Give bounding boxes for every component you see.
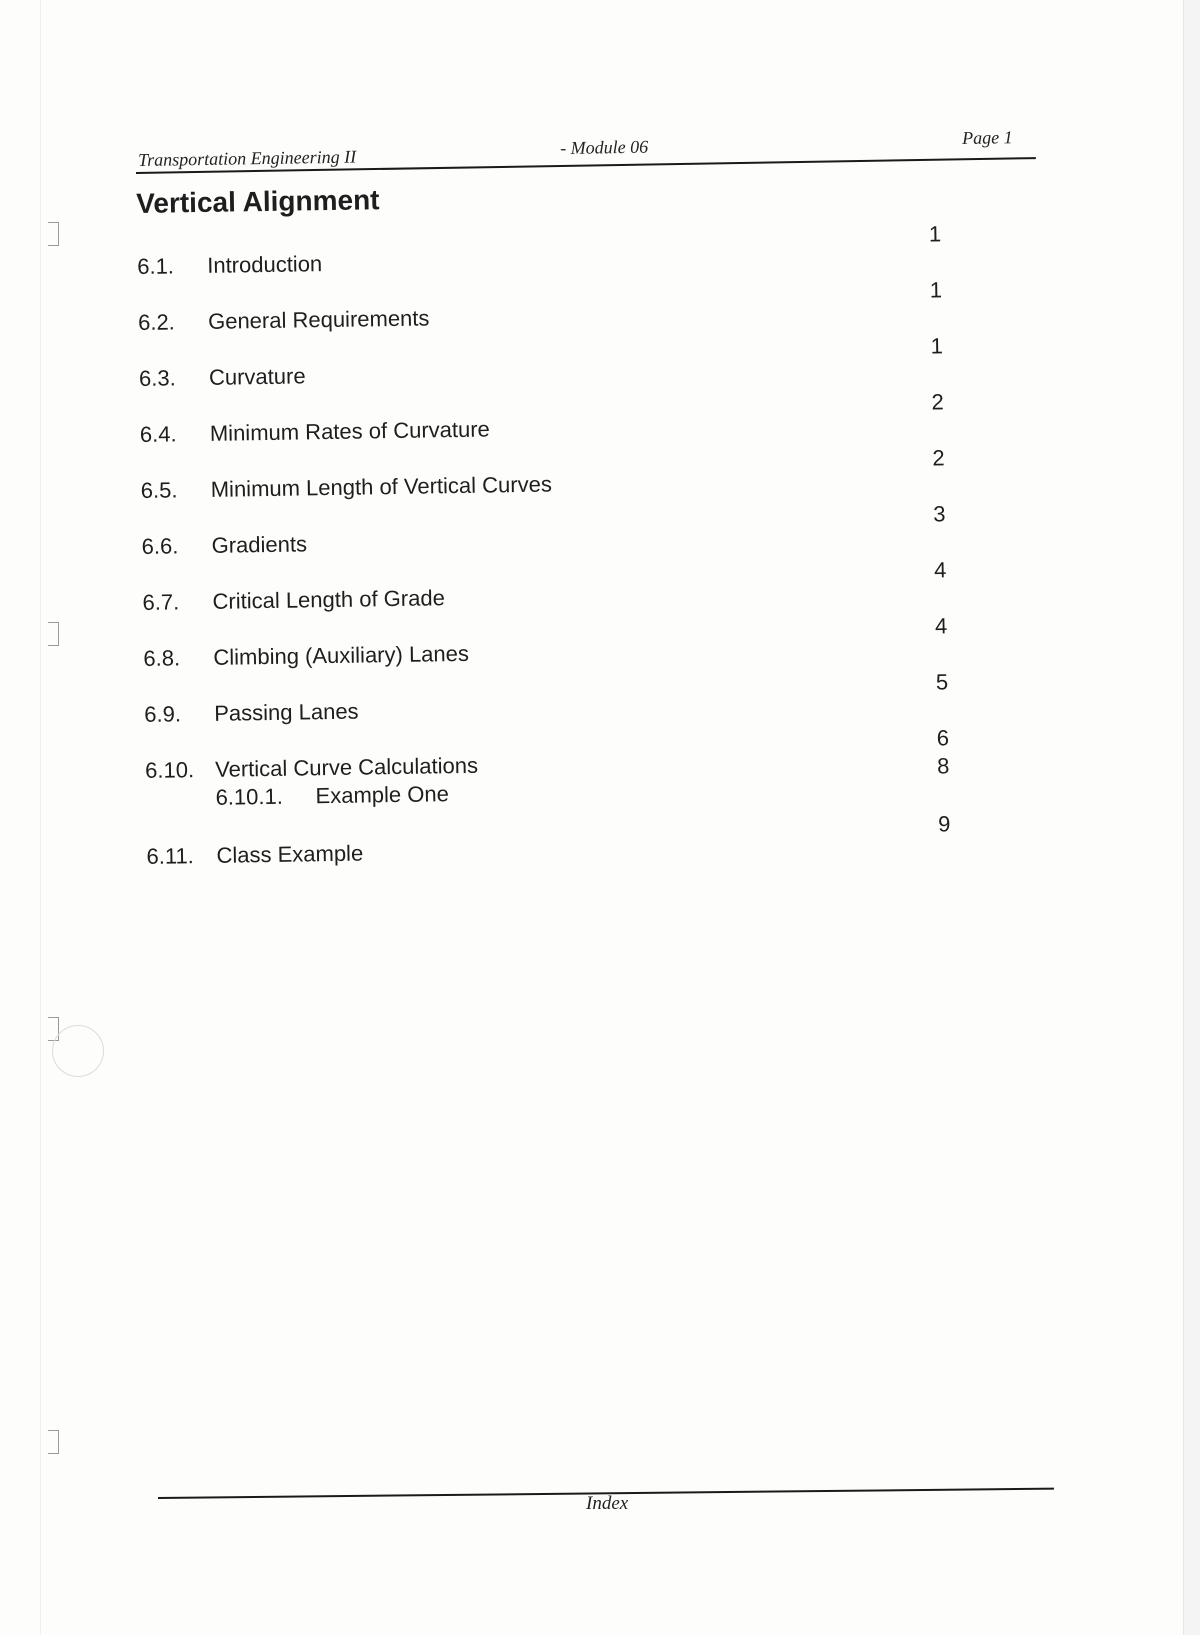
toc-entry-page: 3 <box>933 501 946 527</box>
toc-entry-label: Introduction <box>207 251 323 278</box>
toc-entry-label: Climbing (Auxiliary) Lanes <box>213 640 470 670</box>
table-of-contents <box>136 175 977 900</box>
header-course-title: Transportation Engineering II <box>138 146 357 170</box>
toc-entry-number: 6.4. <box>139 421 177 447</box>
page-title: Vertical Alignment <box>136 184 380 219</box>
footer-label: Index <box>586 1493 629 1514</box>
binder-hole-mark <box>48 622 59 646</box>
toc-entry-label: Critical Length of Grade <box>212 585 446 614</box>
toc-entry-page: 4 <box>934 613 948 639</box>
toc-entry <box>144 725 976 844</box>
toc-subentry-label: Example One <box>315 781 450 809</box>
toc-entry-page: 1 <box>929 277 943 303</box>
toc-entry-page: 6 <box>936 725 950 751</box>
scan-artifact-ring <box>52 1025 104 1077</box>
toc-entry-number: 6.11. <box>146 843 195 869</box>
toc-entry-page: 2 <box>931 389 944 415</box>
toc-entry-page: 4 <box>933 557 947 583</box>
toc-entry-page: 5 <box>935 669 949 695</box>
toc-subentry-page: 8 <box>936 753 950 779</box>
toc-entry-number: 6.2. <box>137 309 176 335</box>
toc-subentry-number: 6.10.1. <box>215 783 284 810</box>
page-left-edge <box>0 0 41 1635</box>
toc-entry-page: 9 <box>937 811 951 837</box>
toc-entry-label: Class Example <box>216 840 364 868</box>
toc-entry-page: 1 <box>930 333 944 359</box>
toc-entry-number: 6.7. <box>142 589 180 615</box>
toc-entry-number: 6.5. <box>140 477 178 503</box>
toc-entry-label: Gradients <box>211 531 308 558</box>
toc-entry-label: Curvature <box>208 363 306 390</box>
header-module: - Module 06 <box>560 136 649 158</box>
toc-entry-number: 6.10. <box>144 757 195 783</box>
toc-entry-label: General Requirements <box>207 305 430 334</box>
toc-entry-number: 6.3. <box>138 365 176 391</box>
binder-hole-mark <box>48 1430 59 1454</box>
toc-entry-label: Minimum Rates of Curvature <box>209 416 491 446</box>
binder-hole-mark <box>48 222 59 246</box>
toc-entry-number: 6.1. <box>137 253 175 279</box>
toc-entry-page: 2 <box>932 445 945 471</box>
toc-entry-page: 1 <box>928 221 942 247</box>
header-page-number: Page 1 <box>962 127 1013 148</box>
page-right-edge <box>1183 0 1200 1635</box>
toc-entry-label: Vertical Curve Calculations <box>214 752 479 782</box>
toc-entry-number: 6.9. <box>144 701 182 727</box>
toc-entry-label: Passing Lanes <box>214 698 359 726</box>
toc-entry-number: 6.8. <box>143 645 181 671</box>
toc-entry-number: 6.6. <box>141 533 179 559</box>
toc-entry <box>146 811 977 900</box>
toc-entry-label: Minimum Length of Vertical Curves <box>210 471 553 502</box>
